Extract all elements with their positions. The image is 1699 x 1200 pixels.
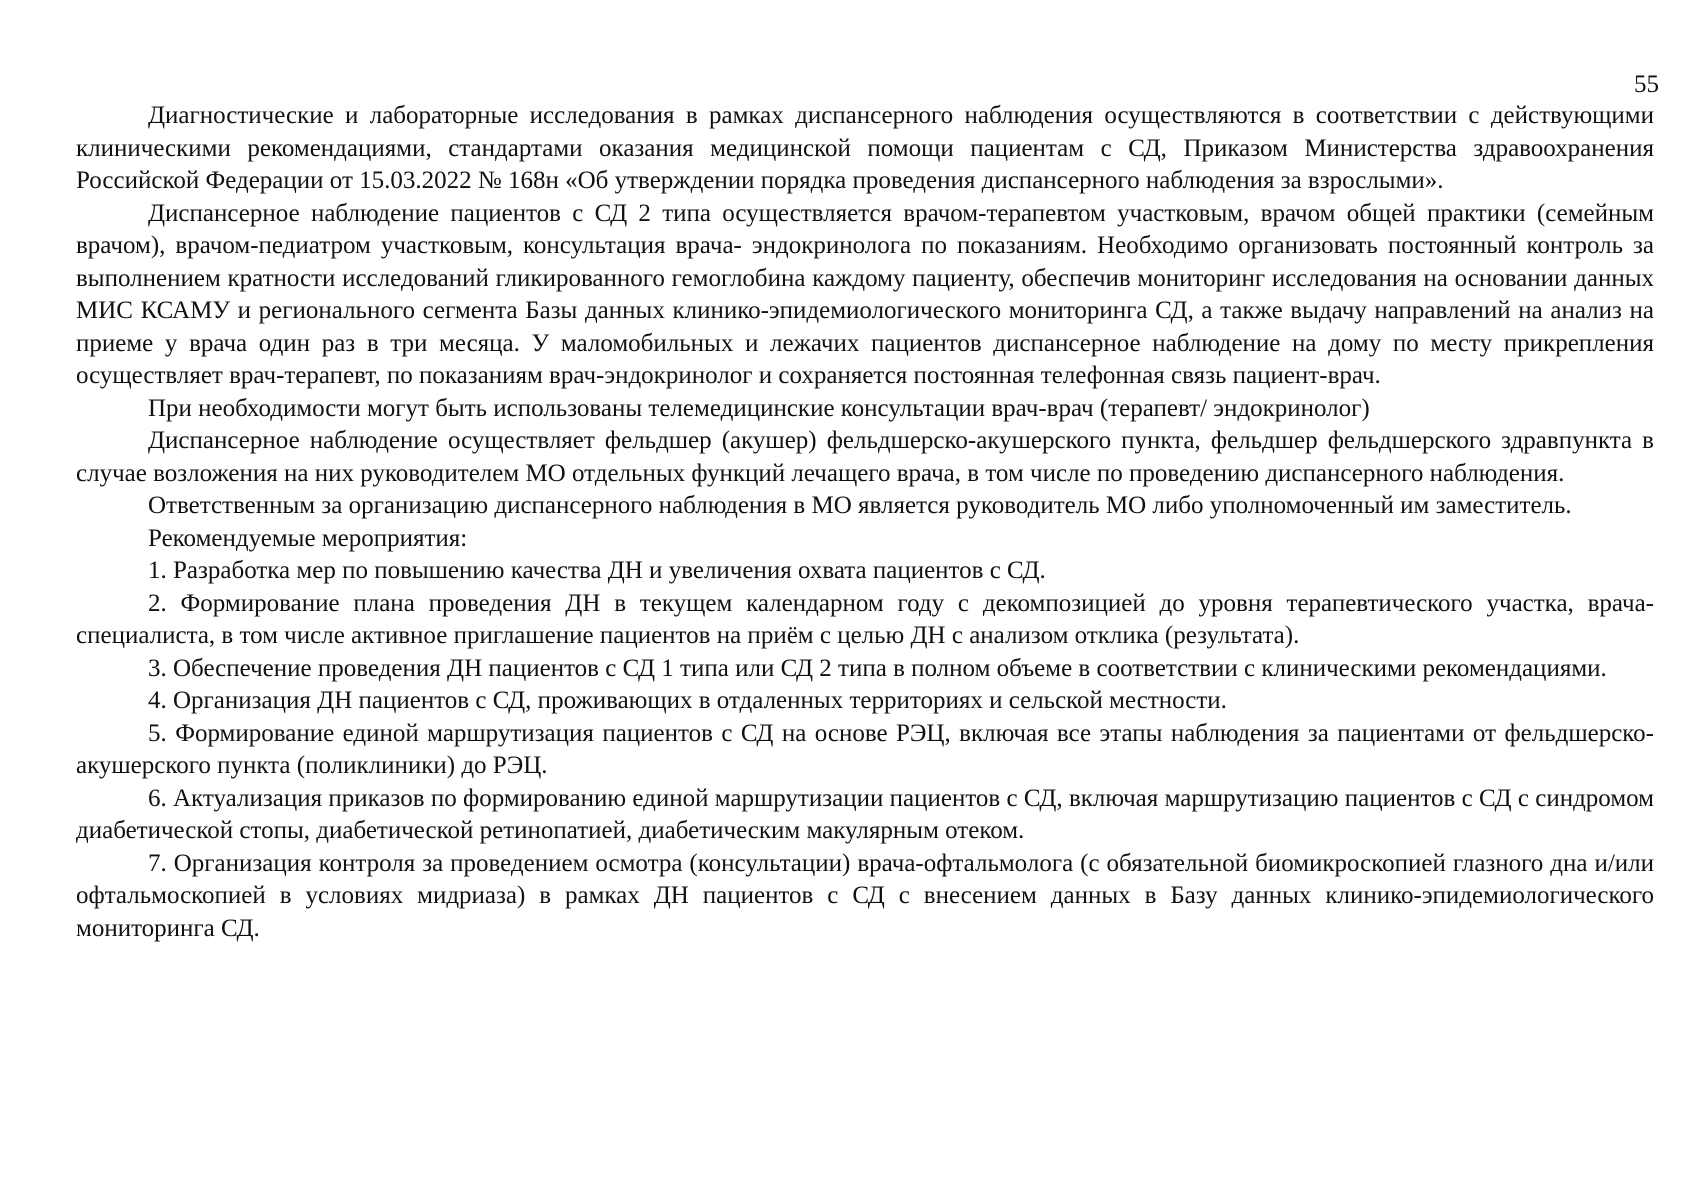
list-item-1: 1. Разработка мер по повышению качества ДН и увеличения охвата пациентов с СД. bbox=[148, 557, 1046, 584]
paragraph-telemedicine: При необходимости могут быть использованы телемедицинские консультации врач-врач (терапевт/ эндокринолог) bbox=[148, 394, 1370, 422]
document-body bbox=[76, 100, 1654, 945]
paragraph-recommended-measures-heading: Рекомендуемые мероприятия: bbox=[148, 524, 468, 552]
page-number: 55 bbox=[1634, 71, 1659, 98]
list-item-5: 5. Формирование единой маршрутизация пациентов с СД на основе РЭЦ, включая все этапы наблюдения за пациентами от фельдшерско-акушерского пункта (поликлиники) до РЭЦ. bbox=[76, 719, 1654, 779]
list-item-4: 4. Организация ДН пациентов с СД, проживающих в отдаленных территориях и сельской местности. bbox=[148, 687, 1227, 714]
paragraph-feldsher-observation: Диспансерное наблюдение осуществляет фельдшер (акушер) фельдшерско-акушерского пункта, фельдшер фельдшерского здравпункта в случае возложения на них руководителем МО отдельных функций лечащего врача, в том числе по проведению диспансерного наблюдения. bbox=[76, 427, 1654, 487]
list-item-2: 2. Формирование плана проведения ДН в текущем календарном году с декомпозицией до уровня терапевтического участка, врача-специалиста, в том числе активное приглашение пациентов на приём с целью ДН с анализом отклика (результата). bbox=[76, 589, 1654, 649]
paragraph-dispensary-observation-type2: Диспансерное наблюдение пациентов с СД 2 типа осуществляется врачом-терапевтом участковым, врачом общей практики (семейным врачом), врачом-педиатром участковым, консультация врача- эндокринолога по показаниям. Необходимо организовать постоянный контроль за выполнением кратности исследований гликированного гемоглобина каждому пациенту, обеспечив мониторинг исследования на основании данных МИС КСАМУ и регионального сегмента Базы данных клинико-эпидемиологического мониторинга СД, а также выдачу направлений на анализ на приеме у врача один раз в три месяца. У маломобильных и лежачих пациентов диспансерное наблюдение на дому по месту прикрепления осуществляет врач-терапевт, по показаниям врач-эндокринолог и сохраняется постоянная телефонная связь пациент-врач. bbox=[76, 199, 1654, 389]
paragraph-diagnostic-studies: Диагностические и лабораторные исследования в рамках диспансерного наблюдения осуществляются в соответствии с действующими клиническими рекомендациями, стандартами оказания медицинской помощи пациентам с СД, Приказом Министерства здравоохранения Российской Федерации от 15.03.2022 № 168н «Об утверждении порядка проведения диспансерного наблюдения за взрослыми». bbox=[76, 102, 1654, 194]
list-item-7: 7. Организация контроля за проведением осмотра (консультации) врача-офтальмолога (с обязательной биомикроскопией глазного дна и/или офтальмоскопией в условиях мидриаза) в рамках ДН пациентов с СД с внесением данных в Базу данных клинико-эпидемиологического мониторинга СД. bbox=[76, 849, 1654, 942]
list-item-6: 6. Актуализация приказов по формированию единой маршрутизации пациентов с СД, включая маршрутизацию пациентов с СД с синдромом диабетической стопы, диабетической ретинопатией, диабетическим макулярным отеком. bbox=[76, 784, 1654, 844]
paragraph-responsible-person: Ответственным за организацию диспансерного наблюдения в МО является руководитель МО либо уполномоченный им заместитель. bbox=[148, 492, 1572, 519]
list-item-3: 3. Обеспечение проведения ДН пациентов с СД 1 типа или СД 2 типа в полном объеме в соответствии с клиническими рекомендациями. bbox=[148, 654, 1607, 682]
